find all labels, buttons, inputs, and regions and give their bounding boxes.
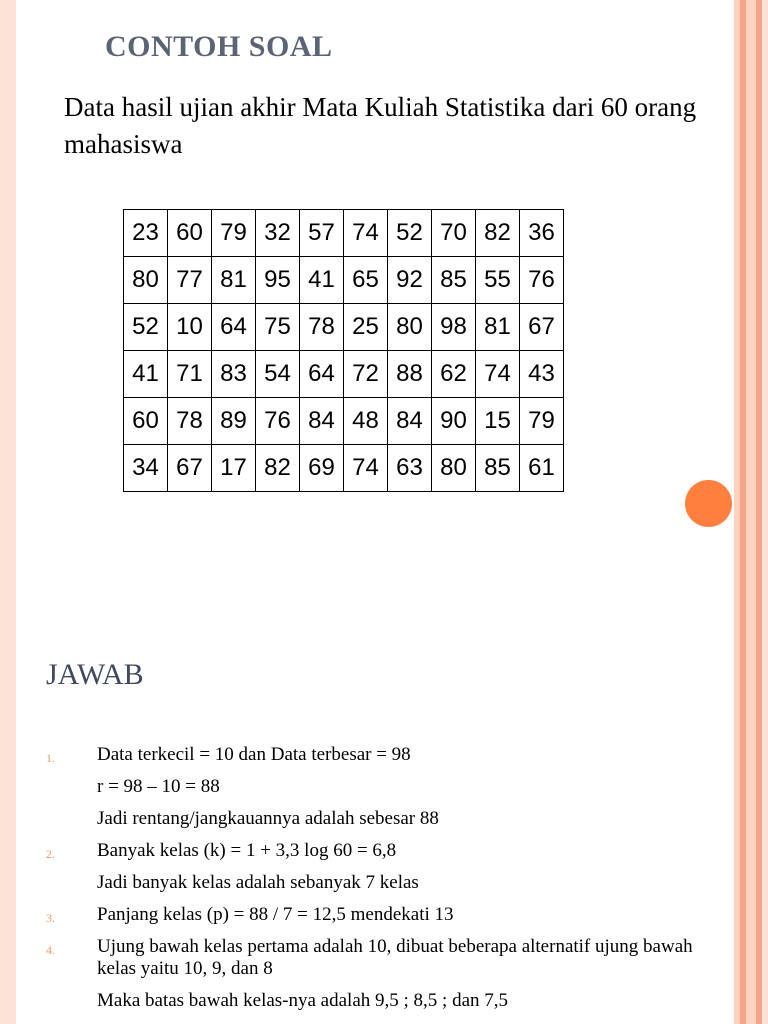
table-cell: 52 [124,304,168,351]
border-stripe [746,0,756,1024]
table-cell: 81 [476,304,520,351]
table-cell: 55 [476,257,520,304]
table-cell: 83 [212,351,256,398]
table-cell: 65 [344,257,388,304]
table-cell: 34 [124,445,168,492]
table-cell: 32 [256,210,300,257]
table-cell: 23 [124,210,168,257]
list-number: 1. [46,751,55,765]
table-row [124,304,564,351]
answer-item [46,936,706,980]
table-cell: 85 [432,257,476,304]
table-cell: 81 [212,257,256,304]
table-cell: 60 [124,398,168,445]
table-cell: 80 [124,257,168,304]
table-cell: 89 [212,398,256,445]
answer-text: Banyak kelas (k) = 1 + 3,3 log 60 = 6,8 [97,840,397,861]
table-cell: 85 [476,445,520,492]
table-cell: 92 [388,257,432,304]
table-cell: 72 [344,351,388,398]
decorative-circle [685,480,732,527]
answer-text: Ujung bawah kelas pertama adalah 10, dibuat beberapa alternatif ujung bawah kelas yaitu 10, 9, dan 8 [97,936,693,979]
answer-item [46,904,706,926]
table-cell: 80 [388,304,432,351]
table-cell: 75 [256,304,300,351]
table-cell: 95 [256,257,300,304]
table-cell: 17 [212,445,256,492]
table-row [124,445,564,492]
list-number: 3. [46,911,55,925]
table-cell: 76 [256,398,300,445]
table-cell: 64 [300,351,344,398]
answer-text: Jadi rentang/jangkauannya adalah sebesar 88 [97,808,439,829]
table-cell: 74 [476,351,520,398]
table-cell: 82 [256,445,300,492]
table-cell: 54 [256,351,300,398]
answer-text: Jadi banyak kelas adalah sebanyak 7 kelas [97,872,419,893]
answer-item [46,776,706,798]
table-cell: 79 [212,210,256,257]
table-cell: 74 [344,210,388,257]
answer-item [46,840,706,862]
table-cell: 36 [520,210,564,257]
border-stripe [762,0,768,1024]
table-row [124,210,564,257]
table-cell: 88 [388,351,432,398]
table-cell: 61 [520,445,564,492]
table-cell: 77 [168,257,212,304]
table-cell: 71 [168,351,212,398]
table-cell: 76 [520,257,564,304]
list-number: 2. [46,847,55,861]
table-cell: 48 [344,398,388,445]
table-cell: 79 [520,398,564,445]
answer-item [46,808,706,830]
table-cell: 43 [520,351,564,398]
table-cell: 63 [388,445,432,492]
table-cell: 67 [520,304,564,351]
table-cell: 69 [300,445,344,492]
table-row [124,351,564,398]
table-cell: 74 [344,445,388,492]
table-cell: 70 [432,210,476,257]
table-cell: 98 [432,304,476,351]
slide-title: CONTOH SOAL [105,30,333,63]
answer-text: Data terkecil = 10 dan Data terbesar = 98 [97,744,411,765]
table-cell: 84 [388,398,432,445]
table-cell: 64 [212,304,256,351]
answer-item [46,872,706,894]
answer-item [46,990,706,1012]
table-cell: 78 [168,398,212,445]
table-cell: 41 [300,257,344,304]
answer-text: Panjang kelas (p) = 88 / 7 = 12,5 mendekati 13 [97,904,454,925]
table-row [124,257,564,304]
list-number: 4. [46,943,55,957]
table-cell: 78 [300,304,344,351]
table-cell: 15 [476,398,520,445]
answer-item [46,744,706,766]
table-cell: 90 [432,398,476,445]
answer-text: Maka batas bawah kelas-nya adalah 9,5 ; 8,5 ; dan 7,5 [97,990,509,1011]
data-table [123,209,564,492]
table-cell: 25 [344,304,388,351]
table-cell: 41 [124,351,168,398]
intro-text: Data hasil ujian akhir Mata Kuliah Statistika dari 60 orang mahasiswa [64,92,697,159]
table-cell: 82 [476,210,520,257]
table-cell: 62 [432,351,476,398]
table-cell: 84 [300,398,344,445]
answer-list [46,744,706,1022]
table-cell: 10 [168,304,212,351]
table-cell: 52 [388,210,432,257]
table-cell: 67 [168,445,212,492]
table-row [124,398,564,445]
table-cell: 57 [300,210,344,257]
table-cell: 60 [168,210,212,257]
answer-text: r = 98 – 10 = 88 [97,776,220,797]
answer-heading: JAWAB [46,658,144,691]
table-cell: 80 [432,445,476,492]
